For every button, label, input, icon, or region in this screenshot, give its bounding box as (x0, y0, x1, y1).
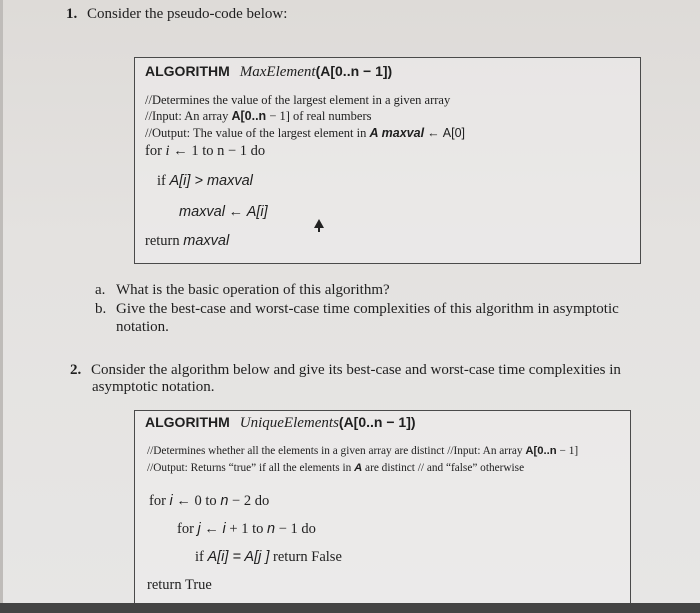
inner-for-i: i (222, 521, 226, 537)
if2-return: return False (269, 549, 342, 565)
question-1b-text-line2: notation. (116, 319, 169, 335)
inner-for-var: j (197, 521, 201, 537)
assign-lhs: maxval (179, 204, 225, 220)
question-2-number: 2. (70, 362, 82, 378)
algorithm-2-header (145, 414, 416, 432)
question-1b-label: b. (95, 301, 107, 317)
outer-for-end: − 2 do (228, 493, 270, 509)
return-var: maxval (183, 233, 230, 249)
question-1a-label: a. (95, 282, 106, 298)
if-equal-line (195, 549, 342, 566)
assign-arrow: ← (224, 204, 247, 220)
algorithm-2-comment-1 (147, 445, 578, 457)
if2-condition: A[i] = A[j ] (207, 549, 270, 565)
question-1-heading (66, 6, 287, 23)
outer-for-var: i (169, 493, 173, 509)
question-1b-text-line1: Give the best-case and worst-case time complexities of this algorithm in asymptotic (116, 301, 619, 317)
comment2-1-tail: − 1] (556, 445, 579, 457)
max-element-algorithm-box (134, 57, 641, 264)
outer-for-line (149, 493, 269, 510)
return-keyword: return (145, 233, 184, 249)
comment-3-text: //Output: The value of the largest element in (145, 126, 370, 140)
comment-3-arrow: ← (424, 126, 443, 140)
algorithm-2-keyword: ALGORITHM (145, 414, 230, 430)
bottom-dark-edge (0, 603, 700, 613)
comment2-2-text: //Output: Returns “true” if all the elements in (147, 462, 355, 474)
for-var-i: i (165, 143, 170, 159)
if2-keyword: if (195, 549, 208, 565)
comment-line-1: //Determines the value of the largest element in a given array (145, 93, 451, 107)
comment-line-3 (145, 126, 465, 141)
unique-elements-algorithm-box (134, 410, 631, 603)
algorithm-2-name: UniqueElements (239, 415, 339, 431)
page-edge-shadow (0, 0, 3, 613)
for-loop-line (145, 143, 265, 160)
comment2-2-tail: are distinct // and “false” otherwise (362, 462, 525, 474)
question-1b (95, 301, 619, 318)
question-1a (95, 282, 390, 299)
comment-3-a0: A[0] (442, 126, 466, 140)
inner-for-arrow: ← (200, 521, 223, 537)
question-2-heading (70, 362, 621, 379)
mouse-pointer-icon (314, 219, 324, 228)
for-range: ← 1 to n − 1 do (169, 143, 266, 159)
comment2-1-text: //Determines whether all the elements in a given array are distinct //Input: An array (147, 445, 526, 457)
question-1a-text: What is the basic operation of this algorithm? (116, 282, 390, 298)
comment-line-2 (145, 109, 371, 124)
inner-for-line (177, 521, 316, 538)
inner-for-n: n (266, 521, 276, 537)
return-true-line: return True (147, 577, 212, 593)
question-2-prompt-line1: Consider the algorithm below and give its best-case and worst-case time complexities in (91, 362, 621, 378)
comment-2-tail: − 1] of real numbers (266, 109, 372, 123)
outer-for-keyword: for (149, 493, 170, 509)
inner-for-range: + 1 to (225, 521, 267, 537)
comment-3-maxval: maxval (381, 126, 425, 140)
algorithm-2-comment-2 (147, 462, 524, 474)
assign-line (179, 204, 268, 221)
comment-2-array: A[0..n (231, 109, 267, 123)
if-keyword: if (157, 173, 170, 189)
algorithm-params: (A[0..n − 1]) (315, 63, 393, 79)
if-condition: A[i] > maxval (169, 173, 253, 189)
inner-for-end: − 1 do (275, 521, 316, 537)
comment-2-text: //Input: An array (145, 109, 232, 123)
question-2-prompt-line2: asymptotic notation. (92, 379, 215, 395)
assign-rhs: A[i] (246, 204, 268, 220)
for-keyword: for (145, 143, 166, 159)
comment-3-a: A (369, 126, 379, 140)
outer-for-range: ← 0 to (172, 493, 221, 509)
inner-for-keyword: for (177, 521, 198, 537)
algorithm-name: MaxElement (239, 64, 316, 80)
algorithm-header (145, 63, 392, 81)
question-1-number: 1. (66, 6, 78, 22)
algorithm-keyword: ALGORITHM (145, 63, 230, 79)
comment2-1-array: A[0..n (525, 445, 557, 457)
algorithm-2-params: (A[0..n − 1]) (338, 414, 416, 430)
return-line (145, 233, 229, 250)
question-1-prompt: Consider the pseudo-code below: (87, 6, 288, 22)
if-line (157, 173, 253, 190)
outer-for-n: n (220, 493, 229, 509)
comment2-2-a: A (354, 462, 363, 474)
